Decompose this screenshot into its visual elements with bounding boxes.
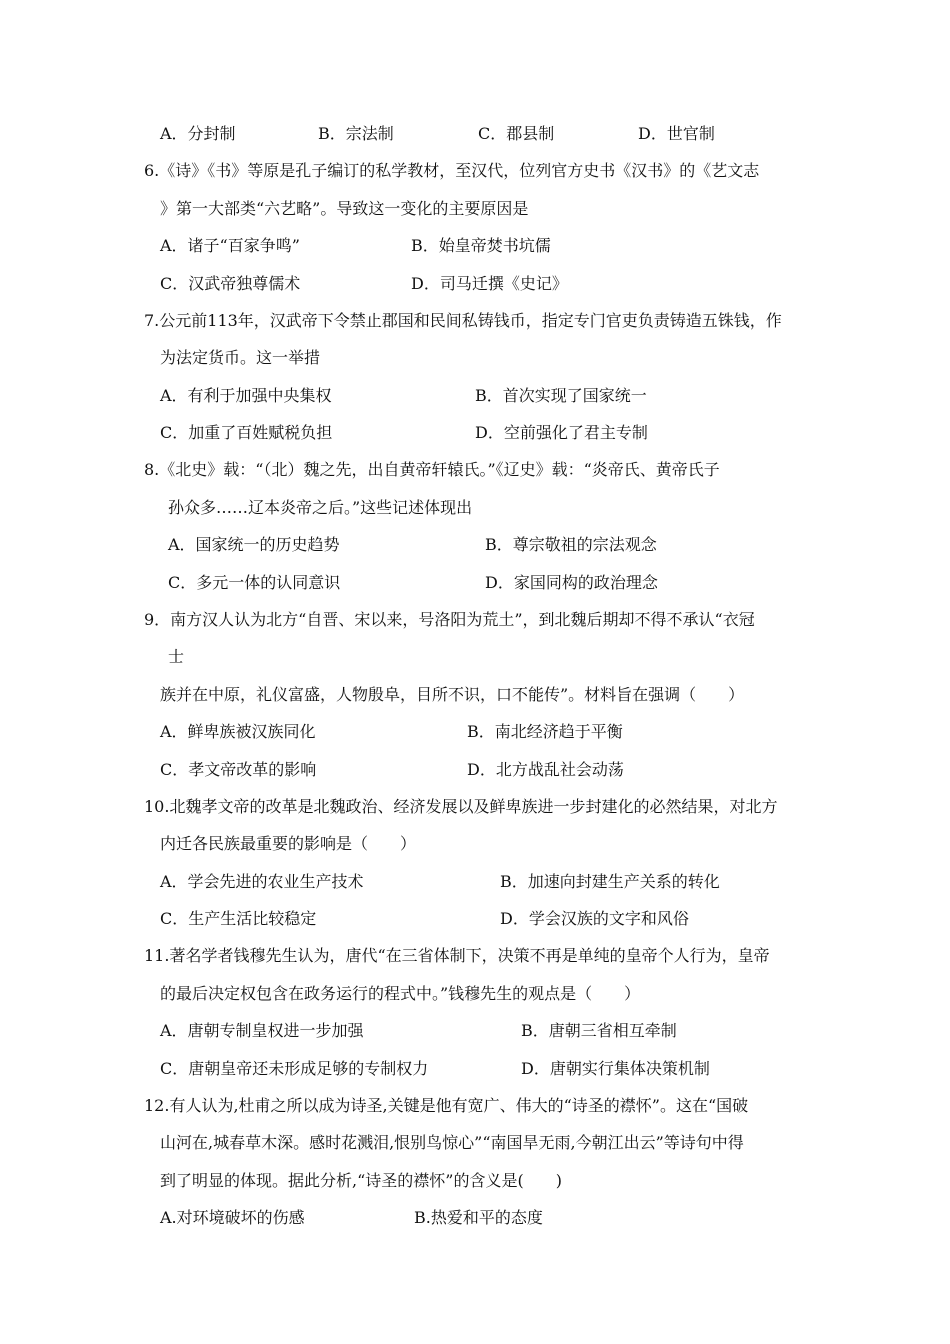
q9-option-a: A．鲜卑族被汉族同化 — [160, 722, 316, 741]
q11-stem-line2: 的最后决定权包含在政务运行的程式中。”钱穆先生的观点是（ ） — [160, 984, 641, 1003]
q9-stem-line1: 9．南方汉人认为北方“自晋、宋以来，号洛阳为荒土”，到北魏后期却不得不承认“衣冠 — [144, 610, 755, 629]
q5-option-c: C．郡县制 — [478, 124, 555, 143]
q10-option-c: C．生产生活比较稳定 — [160, 909, 317, 928]
q12-stem-line2: 山河在,城春草木深。感时花溅泪,恨别鸟惊心”“南国旱无雨,今朝江出云”等诗句中得 — [160, 1133, 744, 1152]
q7-option-d: D．空前强化了君主专制 — [475, 423, 648, 442]
q5-option-d: D．世官制 — [638, 124, 715, 143]
q9-option-c: C．孝文帝改革的影响 — [160, 760, 317, 779]
q5-option-a: A．分封制 — [160, 124, 236, 143]
q8-option-d: D．家国同构的政治理念 — [485, 573, 658, 592]
q12-option-a: A.对环境破坏的伤感 — [160, 1208, 305, 1227]
q12-option-b: B.热爱和平的态度 — [414, 1208, 543, 1227]
q7-option-b: B．首次实现了国家统一 — [475, 386, 647, 405]
q6-stem-line2: 》第一大部类“六艺略”。导致这一变化的主要原因是 — [160, 199, 529, 218]
q7-option-c: C．加重了百姓赋税负担 — [160, 423, 333, 442]
q9-option-d: D．北方战乱社会动荡 — [467, 760, 624, 779]
q6-option-d: D．司马迁撰《史记》 — [411, 274, 568, 293]
q5-option-b: B．宗法制 — [318, 124, 394, 143]
q10-stem-line2: 内迁各民族最重要的影响是（ ） — [160, 834, 417, 853]
q8-stem-line2: 孙众多……辽本炎帝之后。”这些记述体现出 — [168, 498, 473, 517]
q6-option-c: C．汉武帝独尊儒术 — [160, 274, 301, 293]
q11-stem-line1: 11.著名学者钱穆先生认为，唐代“在三省体制下，决策不再是单纯的皇帝个人行为，皇帝 — [144, 946, 770, 965]
q10-option-d: D．学会汉族的文字和风俗 — [500, 909, 689, 928]
q10-option-a: A．学会先进的农业生产技术 — [160, 872, 364, 891]
q9-stem-line3: 族并在中原，礼仪富盛，人物殷阜，目所不识，口不能传”。材料旨在强调（ ） — [160, 685, 745, 704]
q11-option-d: D．唐朝实行集体决策机制 — [521, 1059, 710, 1078]
q8-option-b: B．尊宗敬祖的宗法观念 — [485, 535, 657, 554]
q7-stem-line1: 7.公元前113年，汉武帝下令禁止郡国和民间私铸钱币，指定专门官吏负责铸造五铢钱，作 — [144, 311, 782, 330]
q11-option-a: A．唐朝专制皇权进一步加强 — [160, 1021, 364, 1040]
q10-stem-line1: 10.北魏孝文帝的改革是北魏政治、经济发展以及鲜卑族进一步封建化的必然结果，对北方 — [144, 797, 778, 816]
q10-option-b: B．加速向封建生产关系的转化 — [500, 872, 720, 891]
q7-option-a: A．有利于加强中央集权 — [160, 386, 332, 405]
q6-stem-line1: 6.《诗》《书》等原是孔子编订的私学教材，至汉代，位列官方史书《汉书》的《艺文志 — [144, 161, 760, 180]
q12-stem-line1: 12.有人认为,杜甫之所以成为诗圣,关键是他有宽广、伟大的“诗圣的襟怀”。这在“国破 — [144, 1096, 749, 1115]
q6-option-a: A．诸子“百家争鸣” — [160, 236, 300, 255]
q8-stem-line1: 8.《北史》载：“（北）魏之先，出自黄帝轩辕氏。”《辽史》载：“炎帝氏、黄帝氏子 — [144, 460, 720, 479]
q11-option-c: C．唐朝皇帝还未形成足够的专制权力 — [160, 1059, 429, 1078]
q8-option-c: C．多元一体的认同意识 — [168, 573, 341, 592]
q9-stem-line2: 士 — [168, 647, 185, 666]
q11-option-b: B．唐朝三省相互牵制 — [521, 1021, 677, 1040]
q7-stem-line2: 为法定货币。这一举措 — [160, 348, 321, 367]
q6-option-b: B．始皇帝焚书坑儒 — [411, 236, 551, 255]
q12-stem-line3: 到了明显的体现。据此分析,“诗圣的襟怀”的含义是( ) — [160, 1171, 562, 1190]
q8-option-a: A．国家统一的历史趋势 — [168, 535, 340, 554]
q9-option-b: B．南北经济趋于平衡 — [467, 722, 623, 741]
